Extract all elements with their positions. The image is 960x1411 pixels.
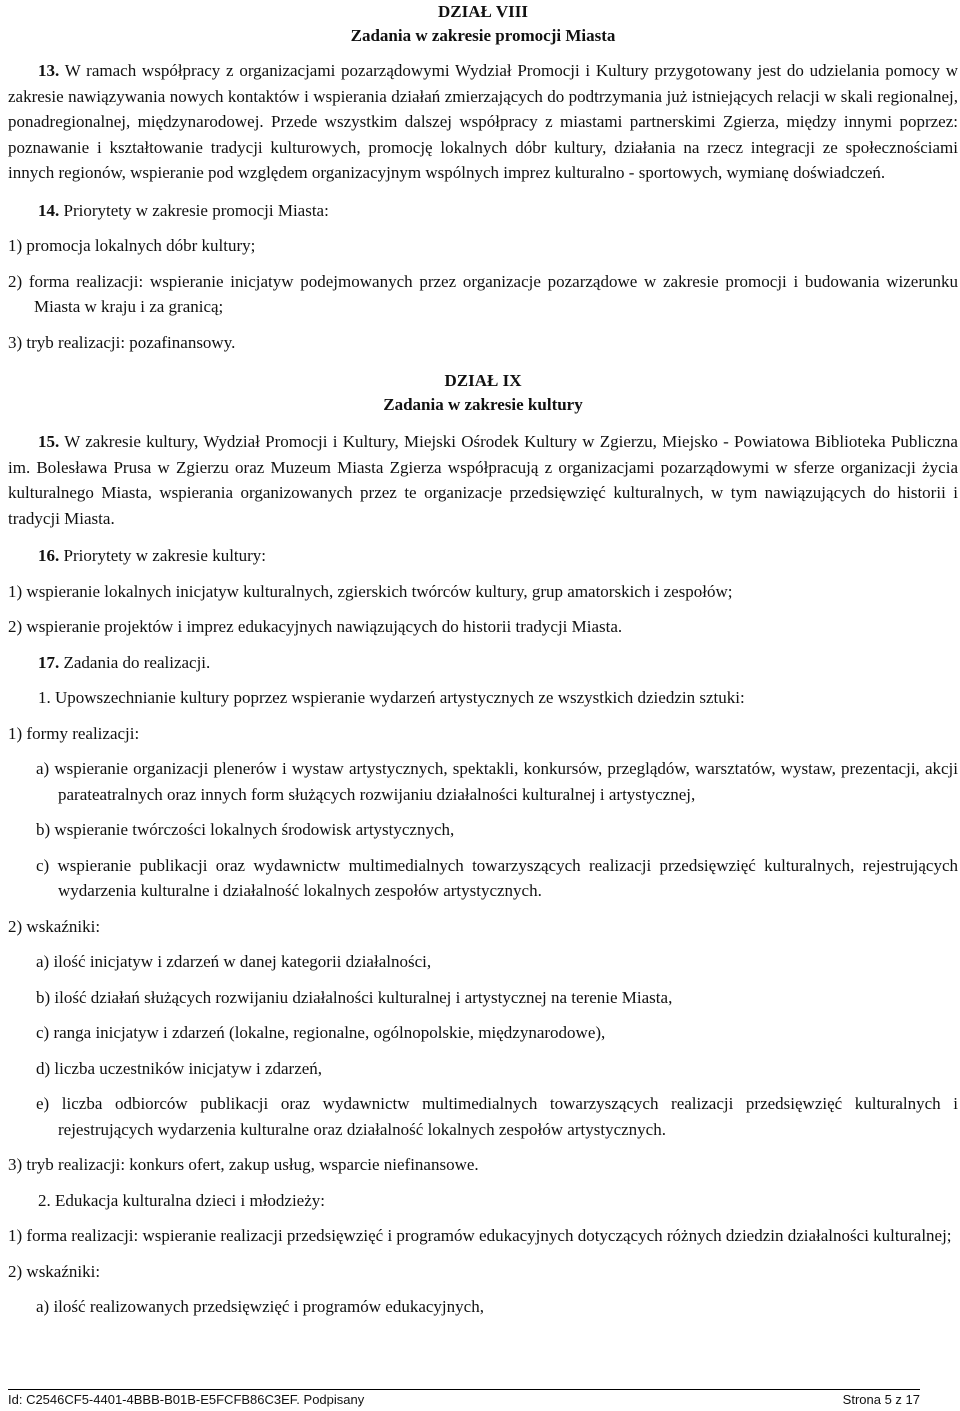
list-item: b) ilość działań służących rozwijaniu działalności kulturalnej i artystycznej na terenie Miasta, [36,987,673,1007]
task-2-indicators-label: 2) wskaźniki: [8,1261,101,1281]
paragraph-14 [8,198,958,224]
paragraph-15-text: W zakresie kultury, Wydział Promocji i Kultury, Miejski Ośrodek Kultury w Zgierzu, Miejsko - Powiatowa Biblioteka Publiczna im. Bolesława Prusa w Zgierzu oraz Muzeum Miasta Zgierza współpracują z organizacjami pozarządowymi w sferze organizacji życia kulturalnego Miasta, wspierania organizowanych przez te organizacje przedsięwzięć kulturalnych, w tym nawiązujących do historii i tradycji Miasta. [8,432,958,528]
list-item: a) ilość inicjatyw i zdarzeń w danej kategorii działalności, [36,952,432,971]
list-item: b) wspieranie twórczości lokalnych środowisk artystycznych, [36,820,455,839]
list-item: 2) wspieranie projektów i imprez edukacyjnych nawiązujących do historii tradycji Miasta. [8,617,623,636]
paragraph-15-number: 15. [38,432,60,451]
document-id: Id: C2546CF5-4401-4BBB-B01B-E5FCFB86C3EF. Podpisany [8,1392,365,1407]
task-1-title: 1. Upowszechnianie kultury poprzez wspieranie wydarzeń artystycznych ze wszystkich dziedzin sztuki: [38,688,745,707]
page-footer [8,1389,920,1410]
list-item: 1) promocja lokalnych dóbr kultury; [8,236,256,255]
paragraph-14-number: 14. [38,200,60,220]
paragraph-13-number: 13. [38,61,60,80]
list-item: c) ranga inicjatyw i zdarzeń (lokalne, regionalne, ogólnopolskie, międzynarodowe), [36,1023,606,1042]
paragraph-16 [8,543,958,569]
section-9-subtitle: Zadania w zakresie kultury [383,395,583,414]
list-item: e) liczba odbiorców publikacji oraz wydawnictw multimedialnych towarzyszących realizacji przedsięwzięć kulturalnych i rejestrujących wydarzenia kulturalne oraz działalność lokalnych zespołów artystycznych. [36,1094,958,1139]
list-item: 3) tryb realizacji: pozafinansowy. [8,332,236,352]
paragraph-13 [8,58,958,186]
list-item: d) liczba uczestników inicjatyw i zdarzeń, [36,1058,323,1078]
section-8-title: DZIAŁ VIII [438,2,528,21]
list-item: a) wspieranie organizacji plenerów i wystaw artystycznych, spektakli, konkursów, przeglądów, warsztatów, wystaw, prezentacji, akcji parateatralnych oraz innych form służących rozwijaniu działalności kulturalnej i artystycznej, [36,759,958,804]
task-1-indicators-label: 2) wskaźniki: [8,916,101,936]
paragraph-17-text: Zadania do realizacji. [63,652,211,672]
list-item: 1) wspieranie lokalnych inicjatyw kulturalnych, zgierskich twórców kultury, grup amatorskich i zespołów; [8,581,733,601]
task-2-title: 2. Edukacja kulturalna dzieci i młodzieży: [38,1190,325,1210]
paragraph-17 [8,650,958,676]
section-9-title: DZIAŁ IX [444,371,522,390]
page-number: Strona 5 z 17 [842,1392,920,1407]
list-item: 2) forma realizacji: wspieranie inicjatyw podejmowanych przez organizacje pozarządowe w zakresie promocji i budowania wizerunku Miasta w kraju i za granicą; [8,271,958,316]
paragraph-14-text: Priorytety w zakresie promocji Miasta: [63,200,329,220]
list-item: c) wspieranie publikacji oraz wydawnictw multimedialnych towarzyszących realizacji przedsięwzięć kulturalnych, rejestrujących wydarzenia kulturalne i działalność lokalnych zespołów artystycznych. [36,855,958,900]
paragraph-16-number: 16. [38,546,60,565]
task-1-mode: 3) tryb realizacji: konkurs ofert, zakup usług, wsparcie niefinansowe. [8,1155,479,1174]
task-1-forms-label: 1) formy realizacji: [8,723,140,743]
task-2-form: 1) forma realizacji: wspieranie realizacji przedsięwzięć i programów edukacyjnych dotyczących różnych dziedzin działalności kulturalnej; [8,1226,952,1245]
document-page [8,0,958,1320]
paragraph-17-number: 17. [38,652,60,672]
list-item: a) ilość realizowanych przedsięwzięć i programów edukacyjnych, [36,1297,484,1316]
section-8-subtitle: Zadania w zakresie promocji Miasta [350,26,616,45]
paragraph-16-text: Priorytety w zakresie kultury: [63,546,267,565]
paragraph-13-text: W ramach współpracy z organizacjami pozarządowymi Wydział Promocji i Kultury przygotowany jest do udzielania pomocy w zakresie nawiązywania nowych kontaktów i wspierania działań zmierzających do podtrzymania już istniejących relacji w skali regionalnej, ponadregionalnej, międzynarodowej. Przede wszystkim dalszej współpracy z miastami partnerskimi Zgierza, między innymi poprzez: poznawanie i kształtowanie tradycji kulturowych, promocję lokalnych dóbr kultury, działania na rzecz integracji ze społecznościami innych regionów, wspieranie pod względem organizacyjnym wspólnych imprez kulturalno - sportowych, wymianę doświadczeń. [8,61,958,182]
paragraph-15 [8,429,958,531]
